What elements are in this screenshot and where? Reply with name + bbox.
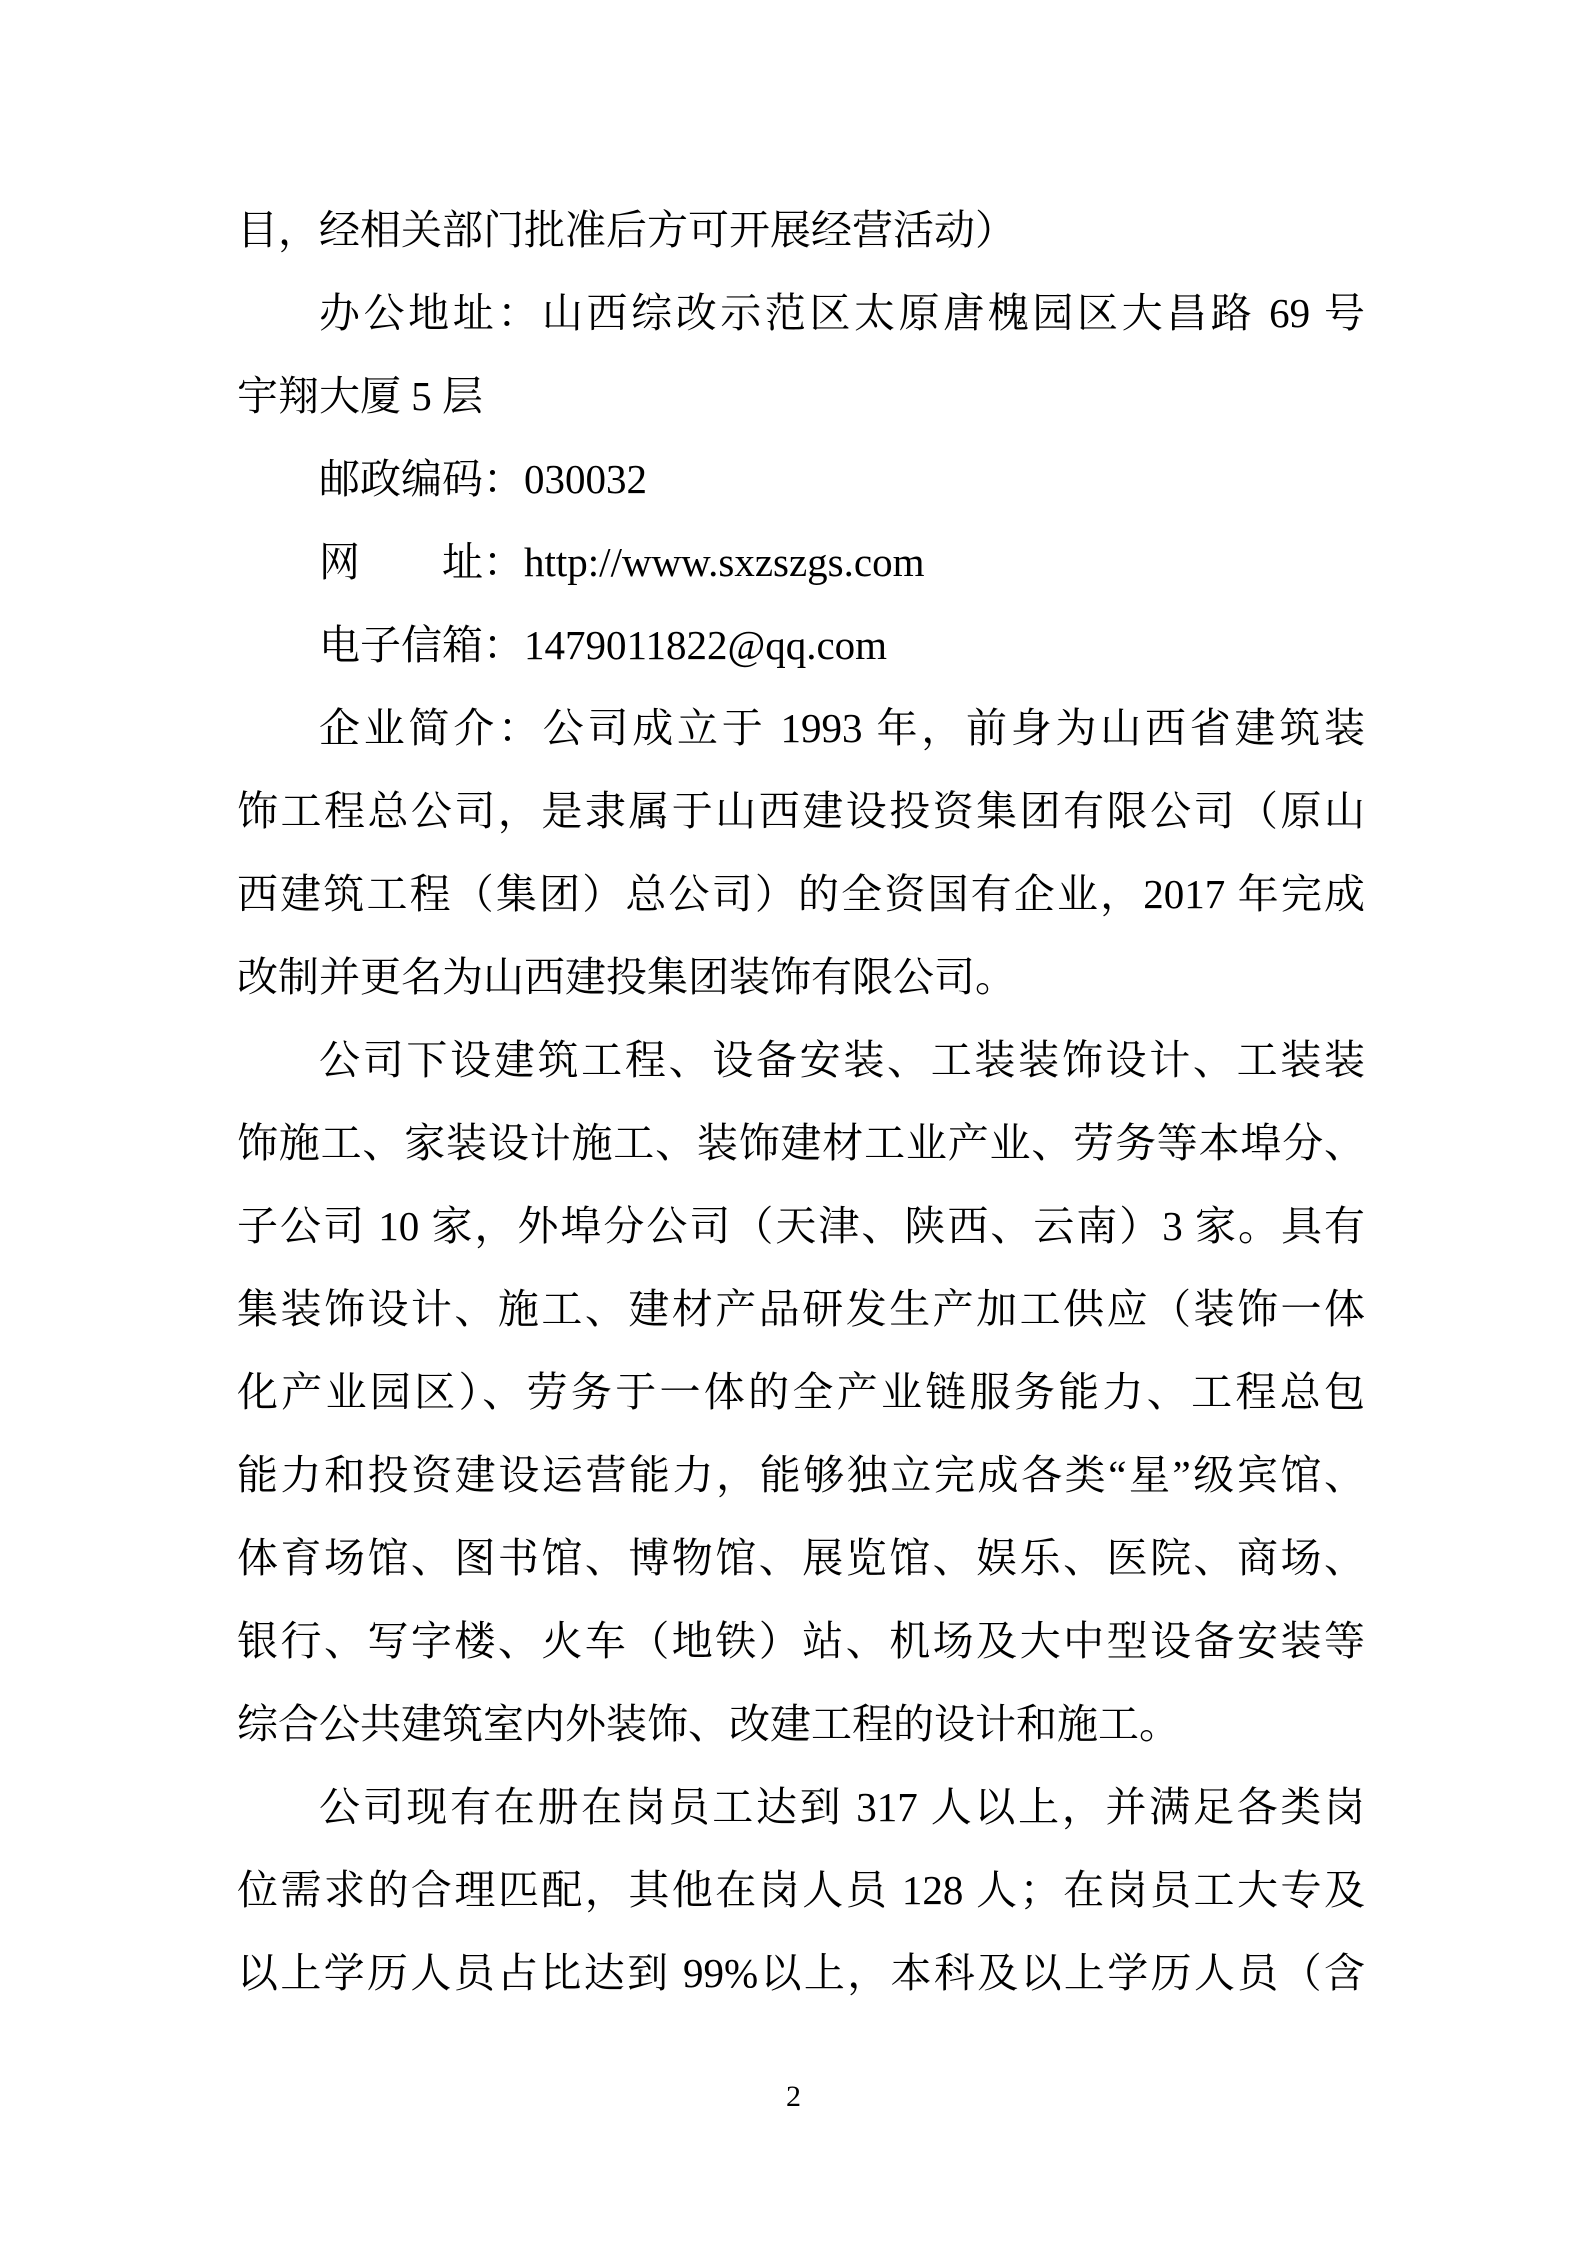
text-line: 银行、写字楼、火车（地铁）站、机场及大中型设备安装等: [237, 1618, 1365, 1664]
text-line: 公司现有在册在岗员工达到 317 人以上，并满足各类岗: [319, 1784, 1365, 1830]
text-line: 目，经相关部门批准后方可开展经营活动）: [237, 207, 1016, 253]
text-line: 位需求的合理匹配，其他在岗人员 128 人；在岗员工大专及: [237, 1867, 1365, 1913]
text-line: 西建筑工程（集团）总公司）的全资国有企业，2017 年完成: [237, 871, 1365, 917]
page-number: 2: [786, 2080, 801, 2113]
text-line: 能力和投资建设运营能力，能够独立完成各类“星”级宾馆、: [237, 1452, 1365, 1498]
text-line: 电子信箱：1479011822@qq.com: [319, 622, 888, 668]
text-line: 饰施工、家装设计施工、装饰建材工业产业、劳务等本埠分、: [237, 1120, 1365, 1166]
text-line: 综合公共建筑室内外装饰、改建工程的设计和施工。: [237, 1701, 1180, 1747]
text-line: 以上学历人员占比达到 99%以上，本科及以上学历人员（含: [237, 1950, 1365, 1996]
text-line: 改制并更名为山西建投集团装饰有限公司。: [237, 954, 1016, 1000]
text-line: 公司下设建筑工程、设备安装、工装装饰设计、工装装: [319, 1037, 1365, 1083]
text-line: 饰工程总公司，是隶属于山西建设投资集团有限公司（原山: [237, 788, 1365, 834]
text-line: 企业简介：公司成立于 1993 年，前身为山西省建筑装: [319, 705, 1365, 751]
text-line: 宇翔大厦 5 层: [237, 373, 483, 419]
text-line: 邮政编码：030032: [319, 456, 647, 502]
text-line: 子公司 10 家，外埠分公司（天津、陕西、云南）3 家。具有: [237, 1203, 1365, 1249]
text-lines: [237, 189, 1365, 2015]
text-line: 集装饰设计、施工、建材产品研发生产加工供应（装饰一体: [237, 1286, 1365, 1332]
text-line: 办公地址：山西综改示范区太原唐槐园区大昌路 69 号: [319, 290, 1365, 336]
text-line: 体育场馆、图书馆、博物馆、展览馆、娱乐、医院、商场、: [237, 1535, 1365, 1581]
text-line: 网 址：http://www.sxzszgs.com: [319, 539, 925, 585]
text-line: 化产业园区）、劳务于一体的全产业链服务能力、工程总包: [237, 1369, 1365, 1415]
